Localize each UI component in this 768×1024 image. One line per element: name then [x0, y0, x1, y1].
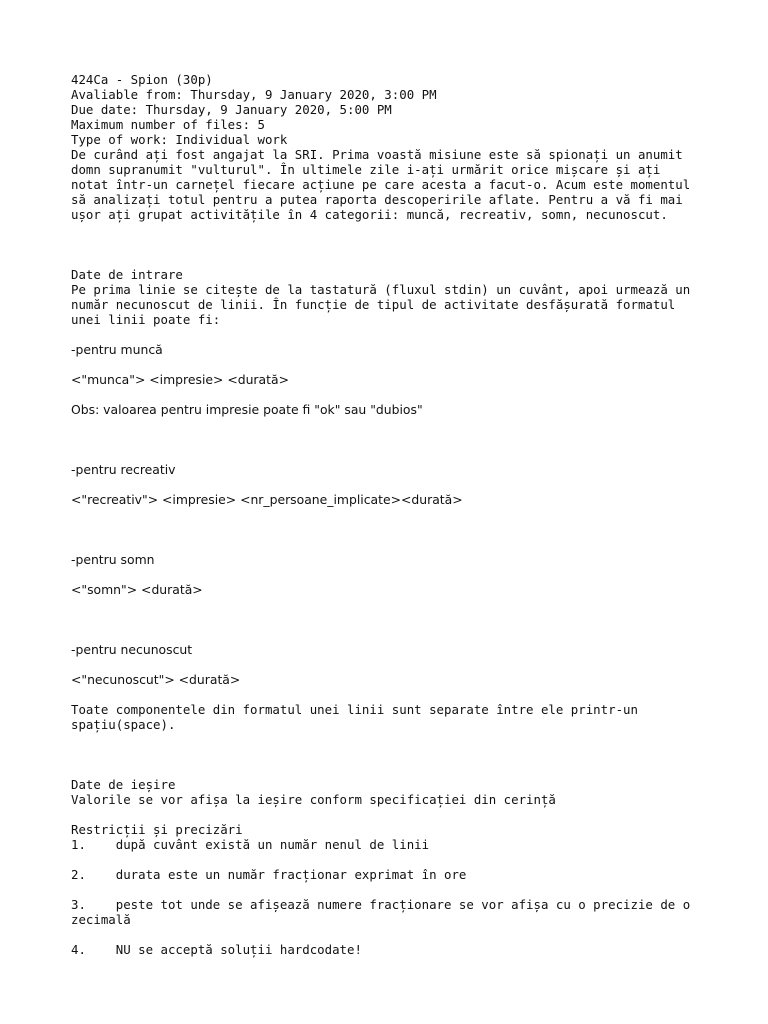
spacer	[71, 597, 731, 642]
intro-line: notat într-un carnețel fiecare acțiune pe care acesta a facut-o. Acum este momentul	[71, 177, 691, 192]
spacer	[71, 852, 731, 867]
spacer	[71, 417, 731, 462]
available-from: Avaliable from: Thursday, 9 January 2020, 3:00 PM	[71, 87, 437, 102]
work-format: <"munca"> <impresie> <durată>	[71, 372, 289, 387]
spacer	[71, 357, 731, 372]
work-label: -pentru muncă	[71, 342, 163, 357]
sleep-label: -pentru somn	[71, 552, 155, 567]
separator-note-line: spațiu(space).	[71, 717, 176, 732]
spacer	[71, 222, 731, 267]
output-description: Valorile se vor afișa la ieșire conform specificației din cerință	[71, 792, 556, 807]
spacer	[71, 507, 731, 552]
restriction-item: 2. durata este un număr fracționar exprimat în ore	[71, 867, 467, 882]
spacer	[71, 387, 731, 402]
restriction-item: 1. după cuvânt există un număr nenul de linii	[71, 837, 430, 852]
assignment-document	[71, 72, 731, 957]
restriction-item: 3. peste tot unde se afișează numere fracționare se vor afișa cu o precizie de o	[71, 897, 691, 912]
sleep-format: <"somn"> <durată>	[71, 582, 203, 597]
output-heading: Date de ieșire	[71, 777, 176, 792]
spacer	[71, 687, 731, 702]
spacer	[71, 327, 731, 342]
spacer	[71, 882, 731, 897]
intro-line: domn supranumit "vulturul". În ultimele zile i-ați urmărit orice mișcare și ați	[71, 162, 661, 177]
restriction-item-continuation: zecimală	[71, 912, 131, 927]
restrictions-heading: Restricții și precizări	[71, 822, 243, 837]
work-note: Obs: valoarea pentru impresie poate fi "ok" sau "dubios"	[71, 402, 423, 417]
unknown-format: <"necunoscut"> <durată>	[71, 672, 241, 687]
intro-line: De curând ați fost angajat la SRI. Prima voastă misiune este să spionați un anumit	[71, 147, 683, 162]
input-heading: Date de intrare	[71, 267, 183, 282]
spacer	[71, 732, 731, 777]
separator-note-line: Toate componentele din formatul unei linii sunt separate între ele printr-un	[71, 702, 638, 717]
spacer	[71, 567, 731, 582]
recreation-label: -pentru recreativ	[71, 462, 176, 477]
due-date: Due date: Thursday, 9 January 2020, 5:00 PM	[71, 102, 392, 117]
input-description-line: Pe prima linie se citește de la tastatură (fluxul stdin) un cuvânt, apoi urmează un	[71, 282, 691, 297]
spacer	[71, 477, 731, 492]
restriction-item: 4. NU se acceptă soluții hardcodate!	[71, 942, 362, 957]
max-files: Maximum number of files: 5	[71, 117, 265, 132]
assignment-title: 424Ca - Spion (30p)	[71, 72, 213, 87]
input-description-line: unei linii poate fi:	[71, 312, 221, 327]
intro-line: să analizați totul pentru a putea raporta descoperirile aflate. Pentru a vă fi mai	[71, 192, 683, 207]
spacer	[71, 927, 731, 942]
recreation-format: <"recreativ"> <impresie> <nr_persoane_implicate><durată>	[71, 492, 463, 507]
unknown-label: -pentru necunoscut	[71, 642, 193, 657]
spacer	[71, 657, 731, 672]
spacer	[71, 807, 731, 822]
intro-line: ușor ați grupat activitățile în 4 categorii: muncă, recreativ, somn, necunoscut.	[71, 207, 668, 222]
input-description-line: număr necunoscut de linii. În funcție de tipul de activitate desfășurată formatul	[71, 297, 676, 312]
work-type: Type of work: Individual work	[71, 132, 288, 147]
